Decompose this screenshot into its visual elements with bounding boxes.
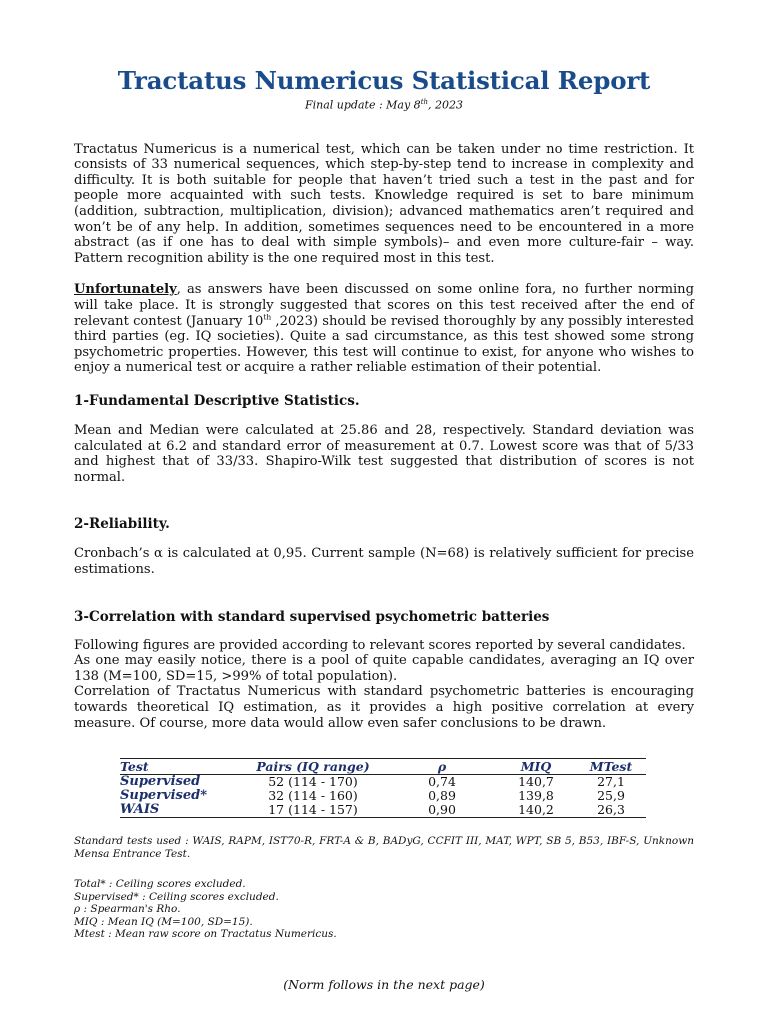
section-heading-fundamental: 1-Fundamental Descriptive Statistics. [74, 392, 360, 409]
header-mtest: MTest [589, 759, 633, 775]
row-test: WAIS [120, 802, 160, 818]
row-miq: 140,7 [518, 774, 554, 790]
intro-paragraph: Tractatus Numericus is a numerical test, which can be taken under no time restriction. It consists of 33 numerical sequences, which step-by-step tend to increase in complexity and difficulty. It is both suitable for people that haven’t tried such a test in the past and for people more acquainted with such tests. Knowledge required is set to bare minimum (addition, subtraction, multiplication, division); advanced mathematics aren’t required and won’t be of any help. In addition, sometimes sequences need to be encountered in a more abstract (as if one has to deal with simple symbols)– and even more culture-fair – way. Pattern recognition ability is the one required most in this test. [74, 141, 694, 266]
header-test: Test [120, 759, 149, 775]
row-miq: 139,8 [518, 788, 554, 804]
legend-rho: ρ : Spearman's Rho. [74, 903, 181, 916]
correlation-table [120, 758, 646, 818]
table-legend [74, 878, 694, 941]
header-rho: ρ [437, 759, 447, 775]
row-pairs: 17 (114 - 157) [268, 802, 358, 818]
page-title: Tractatus Numericus Statistical Report [117, 66, 651, 95]
row-test: Supervised [120, 774, 201, 790]
row-pairs: 32 (114 - 160) [268, 788, 358, 804]
row-miq: 140,2 [518, 802, 554, 818]
table-row [120, 789, 646, 803]
legend-supervised: Supervised* : Ceiling scores excluded. [74, 890, 279, 903]
table-row [120, 803, 646, 818]
row-pairs: 52 (114 - 170) [268, 774, 358, 790]
correlation-line-3: Correlation of Tractatus Numericus with standard psychometric batteries is encouraging towards theoretical IQ estimation, as it provides a high positive correlation at every measure. Of course, more data would allow even safer conclusions to be drawn. [74, 684, 694, 731]
header-miq: MIQ [520, 759, 552, 775]
warning-lead: Unfortunately [74, 282, 177, 298]
table-header-row [120, 759, 646, 775]
header-pairs: Pairs (IQ range) [256, 759, 370, 775]
standard-tests-note: Standard tests used : WAIS, RAPM, IST70-R, FRT-A & B, BADyG, CCFIT III, MAT, WPT, SB 5, B53, IBF-S, Unknown Mensa Entrance Test. [74, 835, 694, 860]
row-rho: 0,90 [428, 802, 456, 818]
row-test: Supervised* [120, 788, 208, 804]
section-heading-correlation: 3-Correlation with standard supervised psychometric batteries [74, 608, 550, 625]
row-mtest: 27,1 [597, 774, 625, 790]
legend-total: Total* : Ceiling scores excluded. [74, 878, 246, 891]
table-row [120, 775, 646, 790]
legend-miq: MIQ : Mean IQ (M=100, SD=15). [74, 915, 253, 928]
row-mtest: 25,9 [597, 788, 625, 804]
correlation-line-1: Following figures are provided according to relevant scores reported by several candidates. [74, 637, 686, 653]
row-rho: 0,74 [428, 774, 456, 790]
section-heading-reliability: 2-Reliability. [74, 516, 170, 533]
last-update: Final update : May 8th, 2023 [304, 98, 464, 112]
legend-mtest: Mtest : Mean raw score on Tractatus Numericus. [74, 928, 337, 941]
warning-paragraph: Unfortunately, as answers have been discussed on some online fora, no further norming will take place. It is strongly suggested that scores on this test received after the end of relevant contest (January 10th ,2023) should be revised thoroughly by any possibly interested third parties (eg. IQ societies). Quite a sad circumstance, as this test showed some strong psychometric properties. However, this test will continue to exist, for anyone who wishes to enjoy a numerical test or acquire a rather reliable estimation of their potential. [74, 282, 695, 376]
fundamental-paragraph: Mean and Median were calculated at 25.86 and 28, respectively. Standard deviation was calculated at 6.2 and standard error of measurement at 0.7. Lowest score was that of 5/33 and highest that of 33/33. Shapiro-Wilk test suggested that distribution of scores is not normal. [74, 422, 694, 485]
reliability-paragraph: Cronbach’s α is calculated at 0,95. Current sample (N=68) is relatively sufficient for precise estimations. [74, 546, 694, 577]
next-page-note: (Norm follows in the next page) [283, 976, 485, 992]
row-mtest: 26,3 [597, 802, 625, 818]
row-rho: 0,89 [428, 788, 456, 804]
correlation-line-2: As one may easily notice, there is a pool of quite capable candidates, averaging an IQ over 138 (M=100, SD=15, >99% of total population). [74, 653, 694, 684]
